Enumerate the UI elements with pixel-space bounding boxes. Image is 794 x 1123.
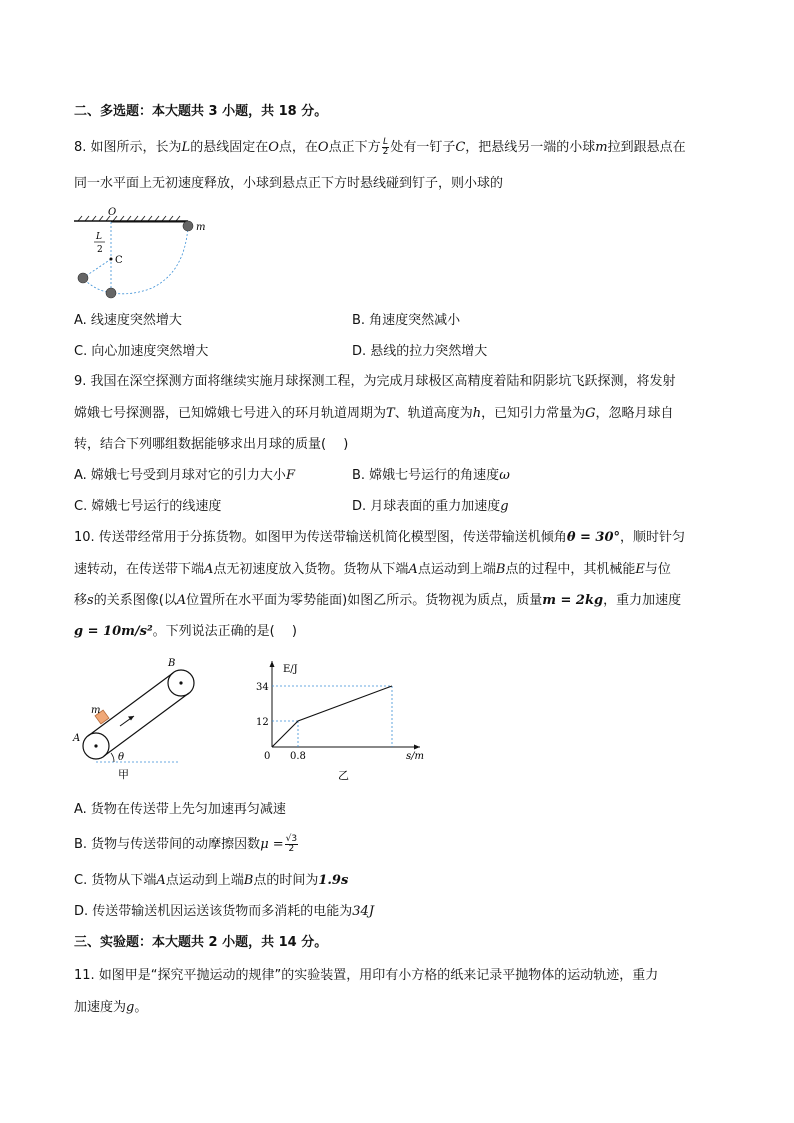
q9-option-d: D. 月球表面的重力加速度g <box>352 499 509 514</box>
graph-xlabel: s/m <box>406 751 424 762</box>
q9-option-a: A. 嫦娥七号受到月球对它的引力大小F <box>74 468 295 483</box>
energy-displacement-graph <box>250 655 440 785</box>
question-10-line-1: 10. 传送带经常用于分拣货物。如图甲为传送带输送机简化模型图，传送带输送机倾角θ = 30°，顺时针匀 <box>74 530 686 545</box>
label-L: L <box>96 232 102 242</box>
ball-bottom <box>106 288 116 298</box>
fraction-L-over-2: $\frac{L}{2}$ <box>382 137 389 157</box>
graph-ylabel: E/J <box>283 664 298 675</box>
question-10-line-2: 速转动，在传送带下端A点无初速度放入货物。货物从下端A点运动到上端B点的过程中，其机械能E与位 <box>74 562 671 577</box>
q8-option-d: D. 悬线的拉力突然增大 <box>352 344 488 359</box>
conveyor-figure <box>68 652 208 784</box>
q10-option-b: B. 货物与传送带间的动摩擦因数μ = $\frac{√3}{2}$ <box>74 834 298 854</box>
caption-yi: 乙 <box>338 769 349 782</box>
question-9-line-3: 转，结合下列哪组数据能够求出月球的质量( ) <box>74 437 349 452</box>
label-theta: θ <box>118 752 125 763</box>
label-2: 2 <box>97 245 103 255</box>
tick-0-8: 0.8 <box>290 751 306 762</box>
ball-start <box>183 221 193 231</box>
q8-option-b: B. 角速度突然减小 <box>352 313 461 328</box>
q10-option-c: C. 货物从下端A点运动到上端B点的时间为1.9s <box>74 873 349 888</box>
label-B: B <box>168 658 176 669</box>
tick-12: 12 <box>256 717 269 728</box>
q8-option-a: A. 线速度突然增大 <box>74 313 182 328</box>
question-8-line-1: 8. 如图所示，长为L的悬线固定在O点，在O点正下方 $\frac{L}{2}$ 处有一钉子C，把悬线另一端的小球m拉到跟悬点在 <box>74 137 686 157</box>
q9-option-b: B. 嫦娥七号运行的角速度ω <box>352 468 510 483</box>
question-9-line-1: 9. 我国在深空探测方面将继续实施月球探测工程，为完成月球极区高精度着陆和阴影坑飞跃探测，将发射 <box>74 374 676 389</box>
question-10-line-3: 移s的关系图像(以A位置所在水平面为零势能面)如图乙所示。货物视为质点，质量m = 2kg，重力加速度 <box>74 593 682 608</box>
label-A: A <box>73 733 81 744</box>
label-C: C <box>115 255 123 266</box>
section-title-multiple-choice: 二、多选题：本大题共 3 小题，共 18 分。 <box>74 104 328 119</box>
tick-34: 34 <box>256 682 269 693</box>
section-title-experiment: 三、实验题：本大题共 2 小题，共 14 分。 <box>74 935 328 950</box>
label-m: m <box>91 705 101 716</box>
q10-option-d: D. 传送带输送机因运送该货物而多消耗的电能为34J <box>74 904 375 919</box>
q10-option-a: A. 货物在传送带上先匀加速再匀减速 <box>74 802 286 817</box>
label-O: O <box>108 207 117 218</box>
ball-swung <box>78 273 88 283</box>
question-8-line-2: 同一水平面上无初速度释放，小球到悬点正下方时悬线碰到钉子，则小球的 <box>74 176 504 191</box>
caption-jia: 甲 <box>118 768 129 781</box>
label-m: m <box>196 222 206 233</box>
pendulum-figure <box>70 202 220 302</box>
q9-option-c: C. 嫦娥七号运行的线速度 <box>74 499 222 514</box>
graph-line <box>272 686 392 747</box>
question-9-line-2: 嫦娥七号探测器，已知嫦娥七号进入的环月轨道周期为T、轨道高度为h，已知引力常量为G，忽略月球自 <box>74 406 674 421</box>
question-11-line-1: 11. 如图甲是“探究平抛运动的规律”的实验装置，用印有小方格的纸来记录平抛物体的运动轨迹，重力 <box>74 968 659 983</box>
q8-option-c: C. 向心加速度突然增大 <box>74 344 209 359</box>
question-11-line-2: 加速度为g。 <box>74 1000 148 1015</box>
tick-0: 0 <box>264 751 271 762</box>
question-10-line-4: g = 10m/s²。下列说法正确的是( ) <box>74 624 297 639</box>
